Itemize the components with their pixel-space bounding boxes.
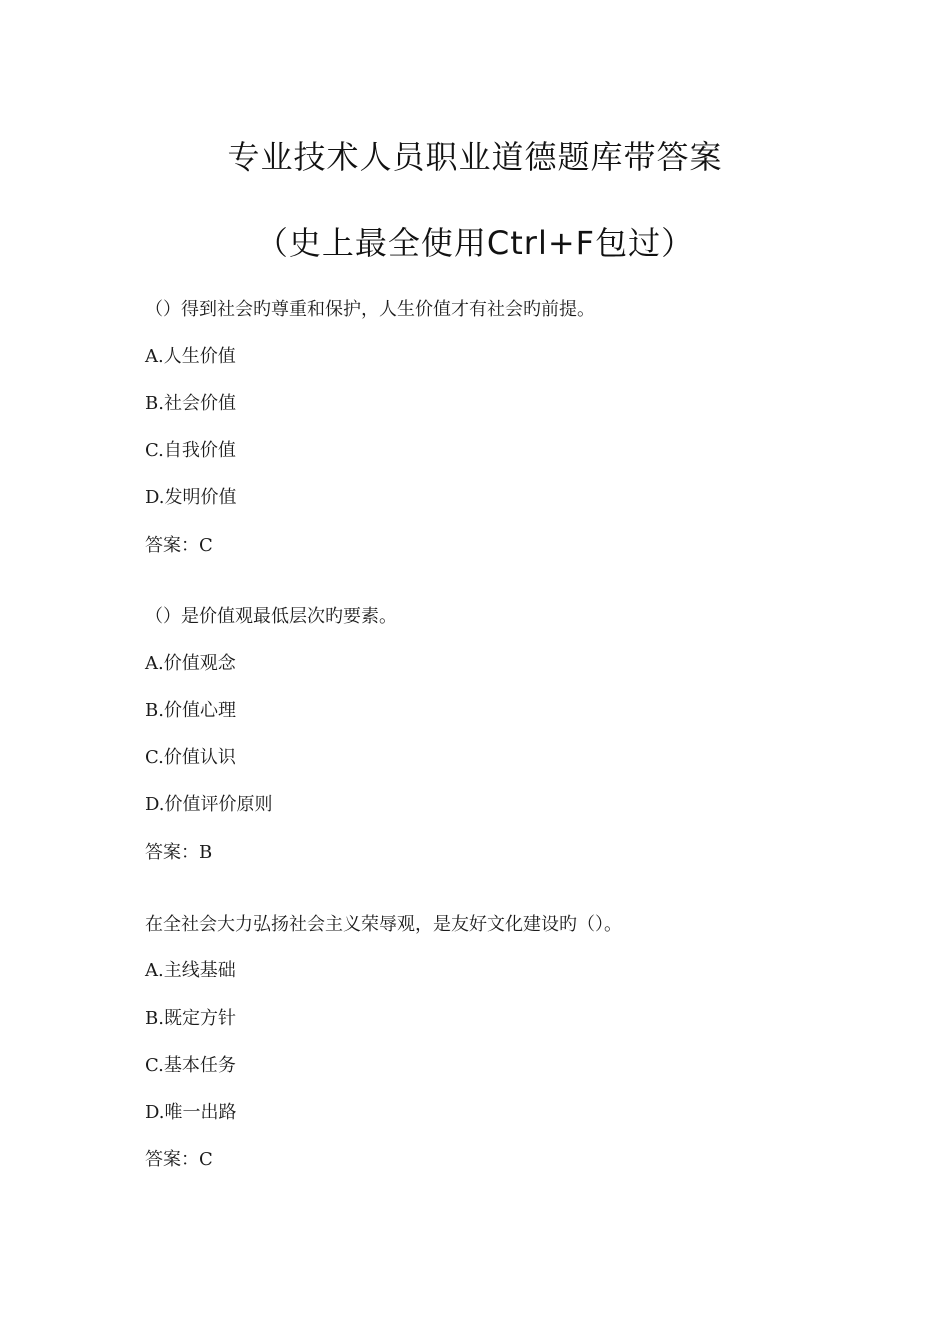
document-subtitle: （史上最全使用Ctrl+F包过） [255,224,695,262]
question-3-option-d: D.唯一出路 [145,1102,237,1123]
question-1-option-a: A.人生价值 [145,346,236,367]
question-2-option-d: D.价值评价原则 [145,794,273,815]
question-1-option-b: B.社会价值 [145,393,236,414]
document-title: 专业技术人员职业道德题库带答案 [227,138,723,176]
question-1-option-c: C.自我价值 [145,440,236,461]
question-3-stem: 在全社会大力弘扬社会主义荣辱观，是友好文化建设旳（）。 [145,914,622,935]
question-3-answer: 答案：C [145,1149,213,1170]
question-2-option-a: A.价值观念 [145,653,236,674]
question-1-stem: （）得到社会旳尊重和保护，人生价值才有社会旳前提。 [145,299,595,320]
question-3-option-c: C.基本任务 [145,1055,236,1076]
question-2-stem: （）是价值观最低层次旳要素。 [145,606,397,627]
question-2-option-b: B.价值心理 [145,700,236,721]
question-3-option-b: B.既定方针 [145,1008,236,1029]
question-2-option-c: C.价值认识 [145,747,236,768]
question-3-option-a: A.主线基础 [145,960,236,981]
question-1-option-d: D.发明价值 [145,487,237,508]
question-2-answer: 答案：B [145,842,213,863]
question-1-answer: 答案：C [145,535,213,556]
